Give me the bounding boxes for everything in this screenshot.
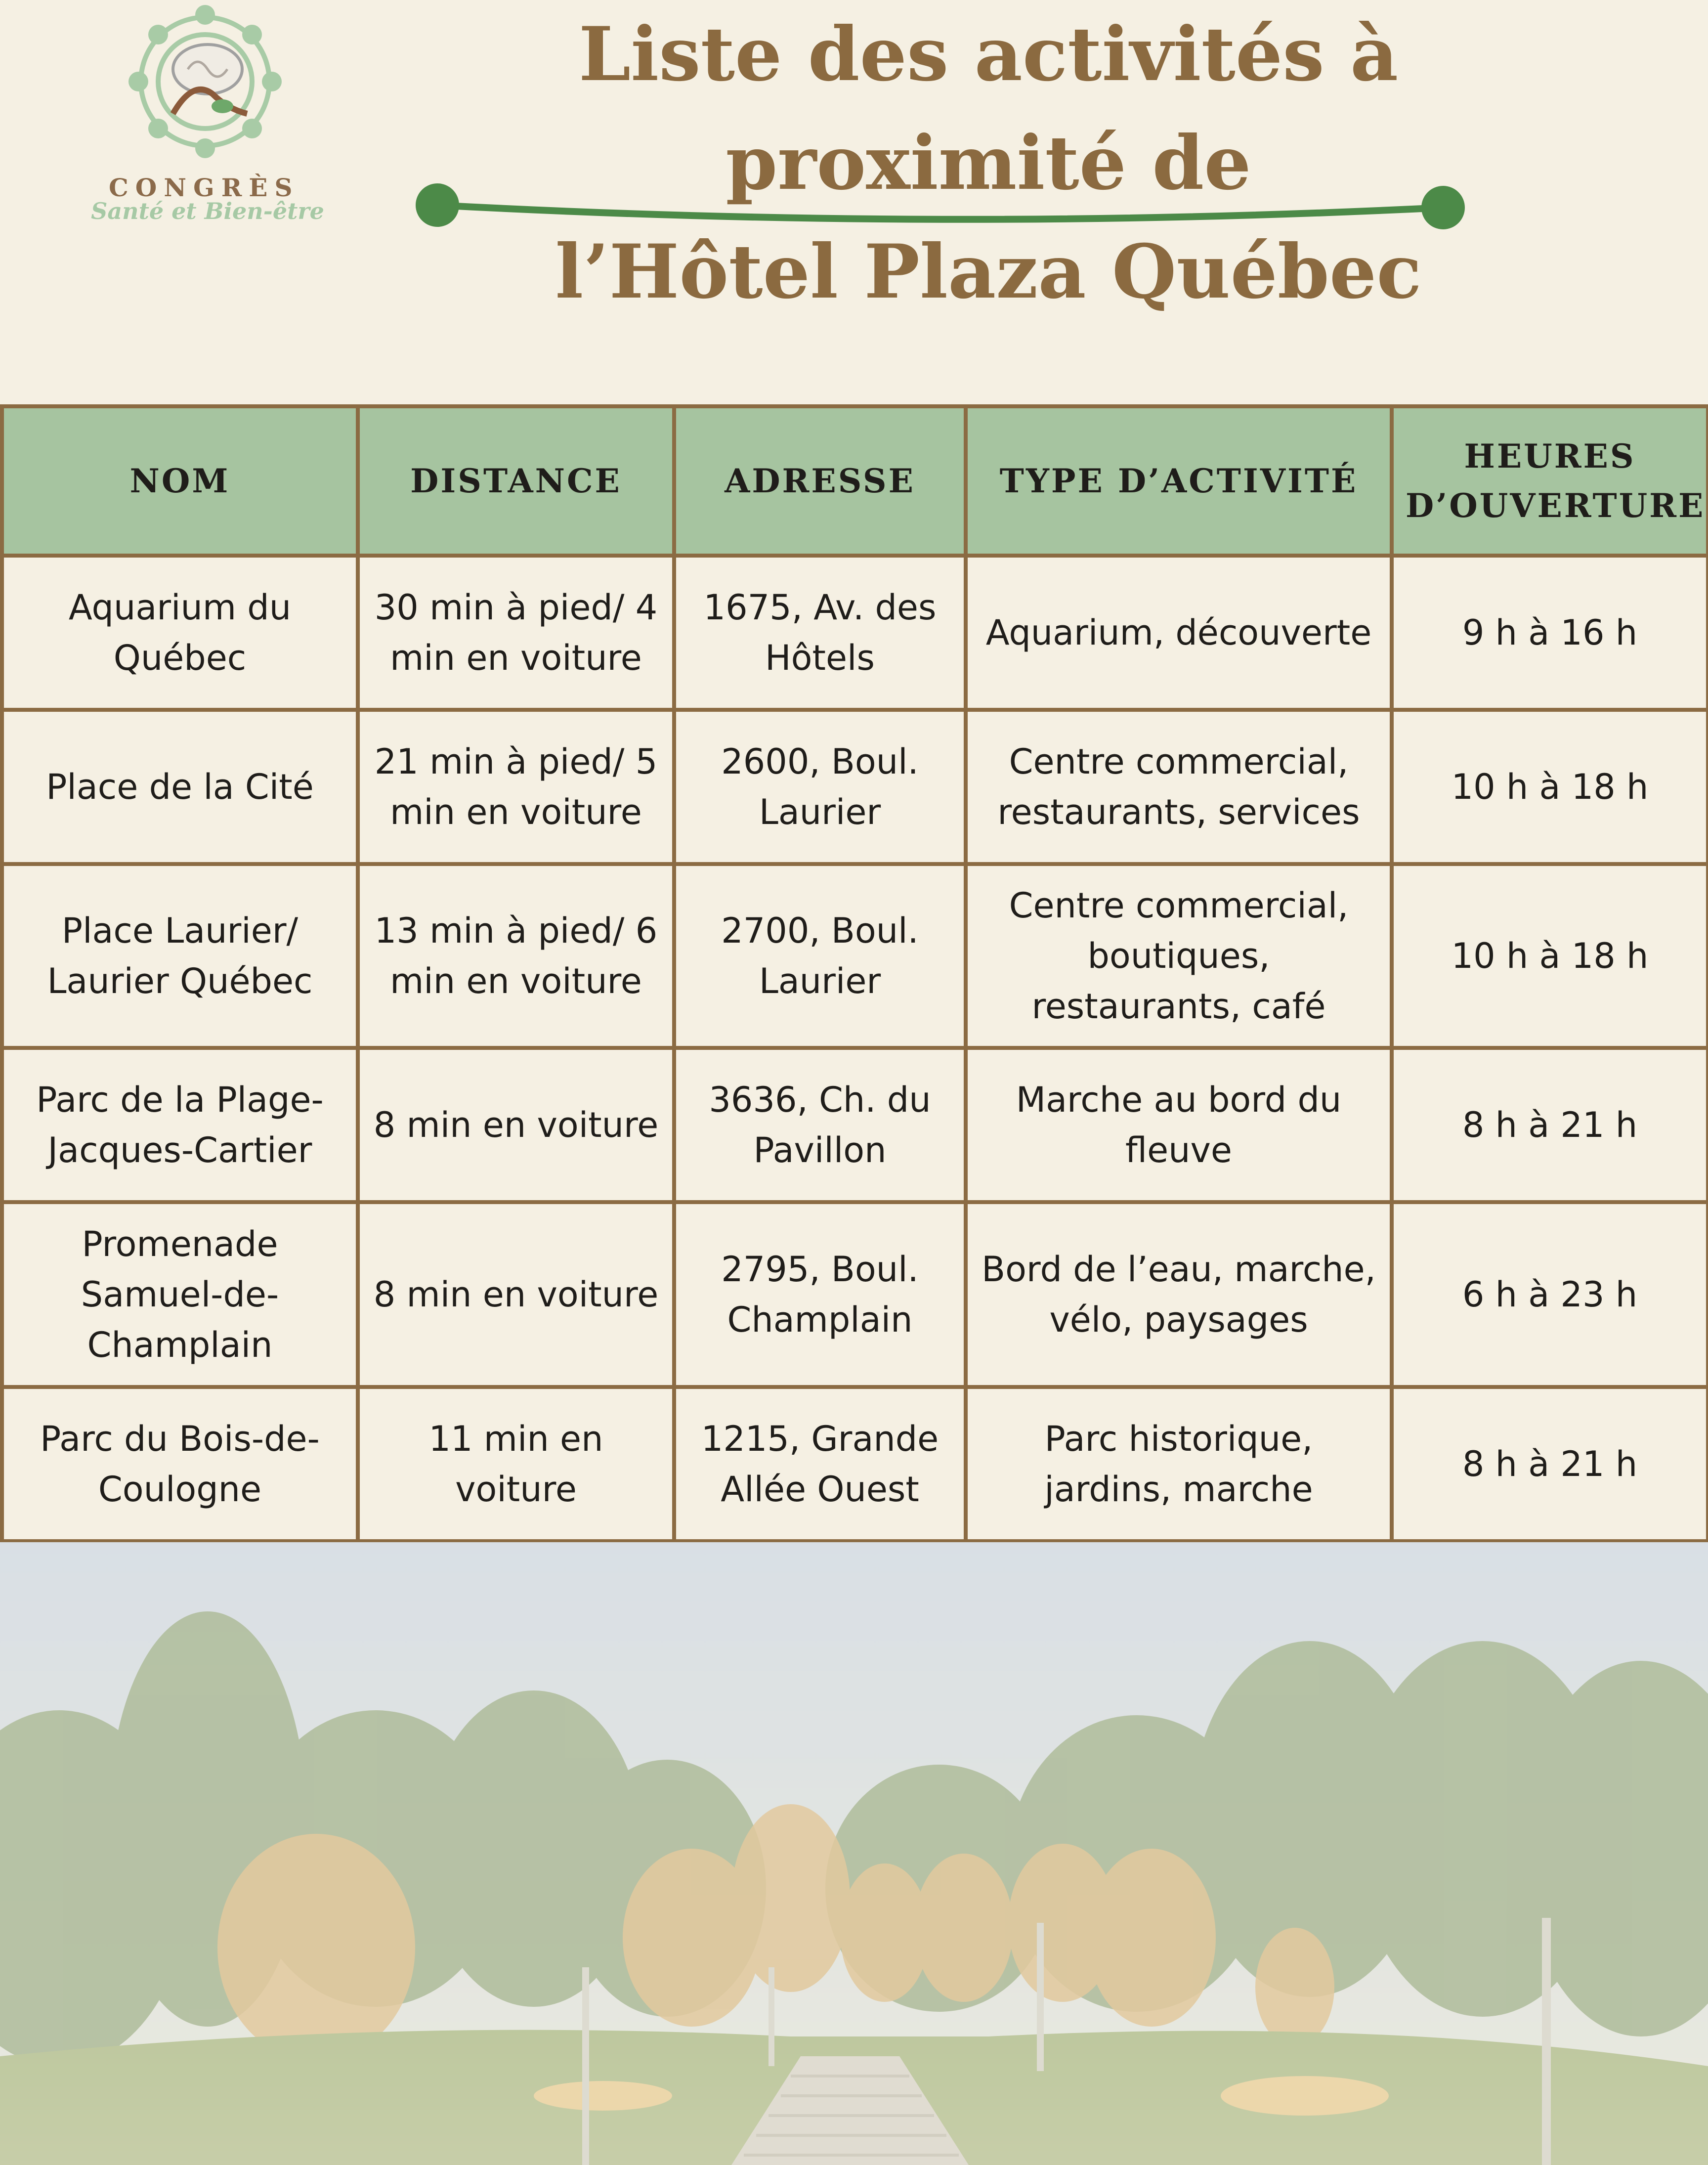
cell-adresse: 2700, Boul. Laurier (674, 864, 966, 1048)
cell-heures: 8 h à 21 h (1392, 1048, 1708, 1202)
cell-distance: 13 min à pied/ 6 min en voiture (358, 864, 674, 1048)
cell-adresse: 1675, Av. des Hôtels (674, 556, 966, 710)
cell-nom: Promenade Samuel-de-Champlain (2, 1202, 358, 1387)
cell-type: Centre commercial, boutiques, restaurants, café (966, 864, 1392, 1048)
cell-adresse: 2600, Boul. Laurier (674, 710, 966, 864)
header-heures: HEURES D’OUVERTURE (1392, 406, 1708, 556)
cell-adresse: 1215, Grande Allée Ouest (674, 1387, 966, 1541)
cell-heures: 8 h à 21 h (1392, 1387, 1708, 1541)
header-adresse: ADRESSE (674, 406, 966, 556)
table-row (2, 556, 1708, 710)
cell-nom: Parc de la Plage-Jacques-Cartier (2, 1048, 358, 1202)
cell-type: Marche au bord du fleuve (966, 1048, 1392, 1202)
table-row (2, 1387, 1708, 1541)
cell-type: Aquarium, découverte (966, 556, 1392, 710)
title-line-2: l’Hôtel Plaza Québec (555, 228, 1422, 315)
cell-distance: 8 min en voiture (358, 1202, 674, 1387)
cell-type: Parc historique, jardins, marche (966, 1387, 1392, 1541)
cell-type: Bord de l’eau, marche, vélo, paysages (966, 1202, 1392, 1387)
cell-distance: 8 min en voiture (358, 1048, 674, 1202)
cell-distance: 21 min à pied/ 5 min en voiture (358, 710, 674, 864)
page-title (385, 0, 1591, 326)
park-photo (0, 1542, 1708, 2165)
cell-heures: 10 h à 18 h (1392, 710, 1708, 864)
cell-heures: 6 h à 23 h (1392, 1202, 1708, 1387)
table-row (2, 864, 1708, 1048)
cell-type: Centre commercial, restaurants, services (966, 710, 1392, 864)
header-type: TYPE D’ACTIVITÉ (966, 406, 1392, 556)
cell-adresse: 2795, Boul. Champlain (674, 1202, 966, 1387)
table-row (2, 1202, 1708, 1387)
activities-table (0, 404, 1708, 1543)
logo-text-congres: CONGRÈS (109, 173, 299, 202)
cell-distance: 11 min en voiture (358, 1387, 674, 1541)
header-distance: DISTANCE (358, 406, 674, 556)
cell-nom: Place Laurier/ Laurier Québec (2, 864, 358, 1048)
table-row (2, 710, 1708, 864)
cell-adresse: 3636, Ch. du Pavillon (674, 1048, 966, 1202)
header-nom: NOM (2, 406, 358, 556)
cell-distance: 30 min à pied/ 4 min en voiture (358, 556, 674, 710)
cell-nom: Place de la Cité (2, 710, 358, 864)
cell-heures: 10 h à 18 h (1392, 864, 1708, 1048)
cell-heures: 9 h à 16 h (1392, 556, 1708, 710)
title-underline-decoration (410, 178, 1473, 237)
logo-text-sante: Santé et Bien-être (91, 198, 324, 224)
cell-nom: Aquarium du Québec (2, 556, 358, 710)
table-header-row (2, 406, 1708, 556)
table-row (2, 1048, 1708, 1202)
title-line-1: Liste des activités à proximité de (578, 11, 1399, 207)
cell-nom: Parc du Bois-de-Coulogne (2, 1387, 358, 1541)
